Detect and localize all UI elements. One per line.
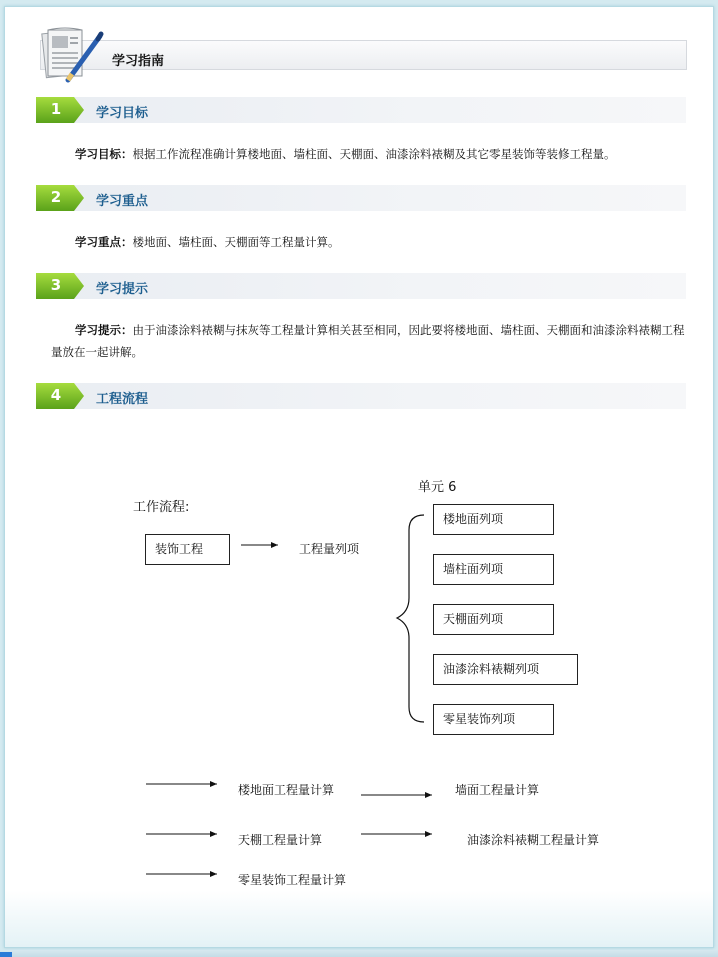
item-box: 油漆涂料裱糊列项 — [433, 654, 578, 685]
section-title: 工程流程 — [96, 392, 149, 407]
calc-label: 墙面工程量计算 — [455, 783, 540, 797]
bottom-status-bar — [0, 950, 718, 957]
paragraph-text: 楼地面、墙柱面、天棚面等工程量计算。 — [132, 235, 340, 249]
status-marker — [0, 952, 12, 957]
section-title: 学习重点 — [96, 194, 149, 209]
item-box: 天棚面列项 — [433, 604, 554, 635]
calc-label: 油漆涂料裱糊工程量计算 — [467, 833, 600, 847]
section-title: 学习目标 — [96, 106, 149, 121]
paragraph-label: 学习目标： — [75, 147, 133, 161]
section-number: 3 — [50, 276, 62, 294]
calc-label: 零星装饰工程量计算 — [238, 873, 347, 887]
item-box: 墙柱面列项 — [433, 554, 554, 585]
unit-label: 单元 6 — [418, 480, 457, 495]
decoration-work-box: 装饰工程 — [145, 534, 230, 565]
paragraph-label: 学习提示： — [75, 323, 133, 337]
curly-brace — [397, 515, 424, 722]
section-number: 2 — [50, 188, 62, 206]
paragraph-label: 学习重点： — [75, 235, 133, 249]
guide-title: 学习指南 — [112, 54, 165, 69]
section-number: 1 — [50, 100, 62, 118]
flow-label: 工作流程: — [133, 500, 190, 515]
calc-label: 天棚工程量计算 — [238, 833, 323, 847]
calc-label: 楼地面工程量计算 — [238, 783, 335, 797]
section-number: 4 — [50, 386, 62, 404]
item-box: 楼地面列项 — [433, 504, 554, 535]
section-title: 学习提示 — [96, 282, 149, 297]
item-box: 零星装饰列项 — [433, 704, 554, 735]
paragraph-text: 由于油漆涂料裱糊与抹灰等工程量计算相关甚至相同，因此要将楼地面、墙柱面、天棚面和油漆涂料裱糊工程量放在一起讲解。 — [51, 323, 685, 359]
paragraph-text: 根据工作流程准确计算楼地面、墙柱面、天棚面、油漆涂料裱糊及其它零星装饰等装修工程量。 — [132, 147, 616, 161]
quantity-list-label: 工程量列项 — [299, 542, 360, 556]
